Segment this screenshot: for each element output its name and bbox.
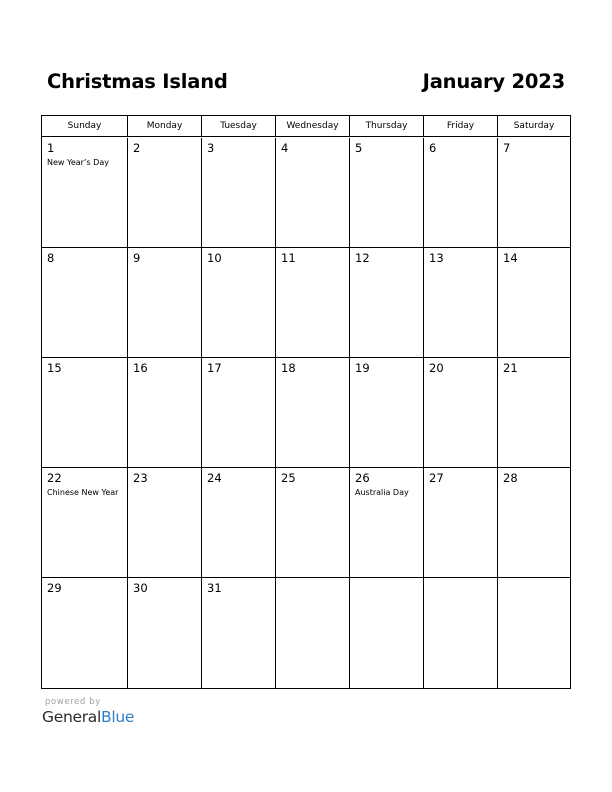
weekday-wednesday: Wednesday <box>275 116 349 136</box>
day-cell-11[interactable] <box>275 248 349 358</box>
day-number: 12 <box>355 251 370 265</box>
generalblue-logo[interactable] <box>42 708 134 726</box>
weekday-monday: Monday <box>127 116 201 136</box>
powered-by-label: powered by <box>45 697 101 707</box>
day-number: 16 <box>133 361 148 375</box>
day-cell-20[interactable] <box>423 358 497 468</box>
day-number: 2 <box>133 141 141 155</box>
day-number: 23 <box>133 471 148 485</box>
day-number: 10 <box>207 251 222 265</box>
day-number: 6 <box>429 141 437 155</box>
weekday-sunday: Sunday <box>67 121 102 131</box>
page-title: Christmas Island <box>47 70 228 93</box>
day-number: 15 <box>47 361 62 375</box>
day-number: 26 <box>355 471 370 485</box>
footer-branding <box>41 697 161 731</box>
calendar-header <box>41 70 571 100</box>
day-cell-5[interactable] <box>349 138 423 248</box>
week-row <box>42 578 570 688</box>
day-number: 14 <box>503 251 518 265</box>
weekday-friday: Friday <box>423 116 497 136</box>
day-cell-17[interactable] <box>201 358 275 468</box>
day-cell-28[interactable] <box>497 468 570 578</box>
day-number: 13 <box>429 251 444 265</box>
day-number: 9 <box>133 251 141 265</box>
day-cell-24[interactable] <box>201 468 275 578</box>
week-row <box>42 138 570 248</box>
day-cell-1[interactable] <box>42 138 127 248</box>
day-cell-31[interactable] <box>201 578 275 688</box>
day-number: 30 <box>133 581 148 595</box>
day-cell-empty <box>423 578 497 688</box>
day-number: 4 <box>281 141 289 155</box>
day-number: 24 <box>207 471 222 485</box>
day-cell-empty <box>349 578 423 688</box>
day-number: 29 <box>47 581 62 595</box>
day-cell-6[interactable] <box>423 138 497 248</box>
holiday-label: New Year’s Day <box>47 158 109 167</box>
day-cell-25[interactable] <box>275 468 349 578</box>
day-number: 3 <box>207 141 215 155</box>
calendar-grid <box>41 115 571 689</box>
day-number: 27 <box>429 471 444 485</box>
day-cell-empty <box>275 578 349 688</box>
weekday-saturday: Saturday <box>497 116 570 136</box>
day-cell-14[interactable] <box>497 248 570 358</box>
week-row <box>42 358 570 468</box>
day-number: 5 <box>355 141 363 155</box>
month-year-title: January 2023 <box>422 70 565 93</box>
day-cell-29[interactable] <box>42 578 127 688</box>
day-cell-3[interactable] <box>201 138 275 248</box>
day-cell-26[interactable] <box>349 468 423 578</box>
day-number: 20 <box>429 361 444 375</box>
week-row <box>42 468 570 578</box>
day-number: 19 <box>355 361 370 375</box>
day-cell-2[interactable] <box>127 138 201 248</box>
day-number: 1 <box>47 141 55 155</box>
holiday-label: Chinese New Year <box>47 488 119 497</box>
weekday-header-row <box>42 116 570 137</box>
day-cell-8[interactable] <box>42 248 127 358</box>
day-number: 17 <box>207 361 222 375</box>
weekday-thursday: Thursday <box>349 116 423 136</box>
day-cell-7[interactable] <box>497 138 570 248</box>
logo-general-text: General <box>42 708 101 726</box>
day-cell-30[interactable] <box>127 578 201 688</box>
day-cell-18[interactable] <box>275 358 349 468</box>
day-number: 18 <box>281 361 296 375</box>
day-cell-22[interactable] <box>42 468 127 578</box>
day-number: 22 <box>47 471 62 485</box>
day-number: 31 <box>207 581 222 595</box>
day-number: 28 <box>503 471 518 485</box>
weekday-tuesday: Tuesday <box>201 116 275 136</box>
day-number: 21 <box>503 361 518 375</box>
day-cell-23[interactable] <box>127 468 201 578</box>
day-number: 11 <box>281 251 296 265</box>
day-cell-empty <box>497 578 570 688</box>
day-number: 7 <box>503 141 511 155</box>
day-cell-13[interactable] <box>423 248 497 358</box>
day-cell-19[interactable] <box>349 358 423 468</box>
day-cell-15[interactable] <box>42 358 127 468</box>
logo-blue-text: Blue <box>100 708 135 726</box>
day-cell-4[interactable] <box>275 138 349 248</box>
day-number: 25 <box>281 471 296 485</box>
day-cell-27[interactable] <box>423 468 497 578</box>
week-row <box>42 248 570 358</box>
day-number: 8 <box>47 251 55 265</box>
day-cell-9[interactable] <box>127 248 201 358</box>
holiday-label: Australia Day <box>355 488 409 497</box>
day-cell-21[interactable] <box>497 358 570 468</box>
day-cell-12[interactable] <box>349 248 423 358</box>
day-cell-10[interactable] <box>201 248 275 358</box>
day-cell-16[interactable] <box>127 358 201 468</box>
